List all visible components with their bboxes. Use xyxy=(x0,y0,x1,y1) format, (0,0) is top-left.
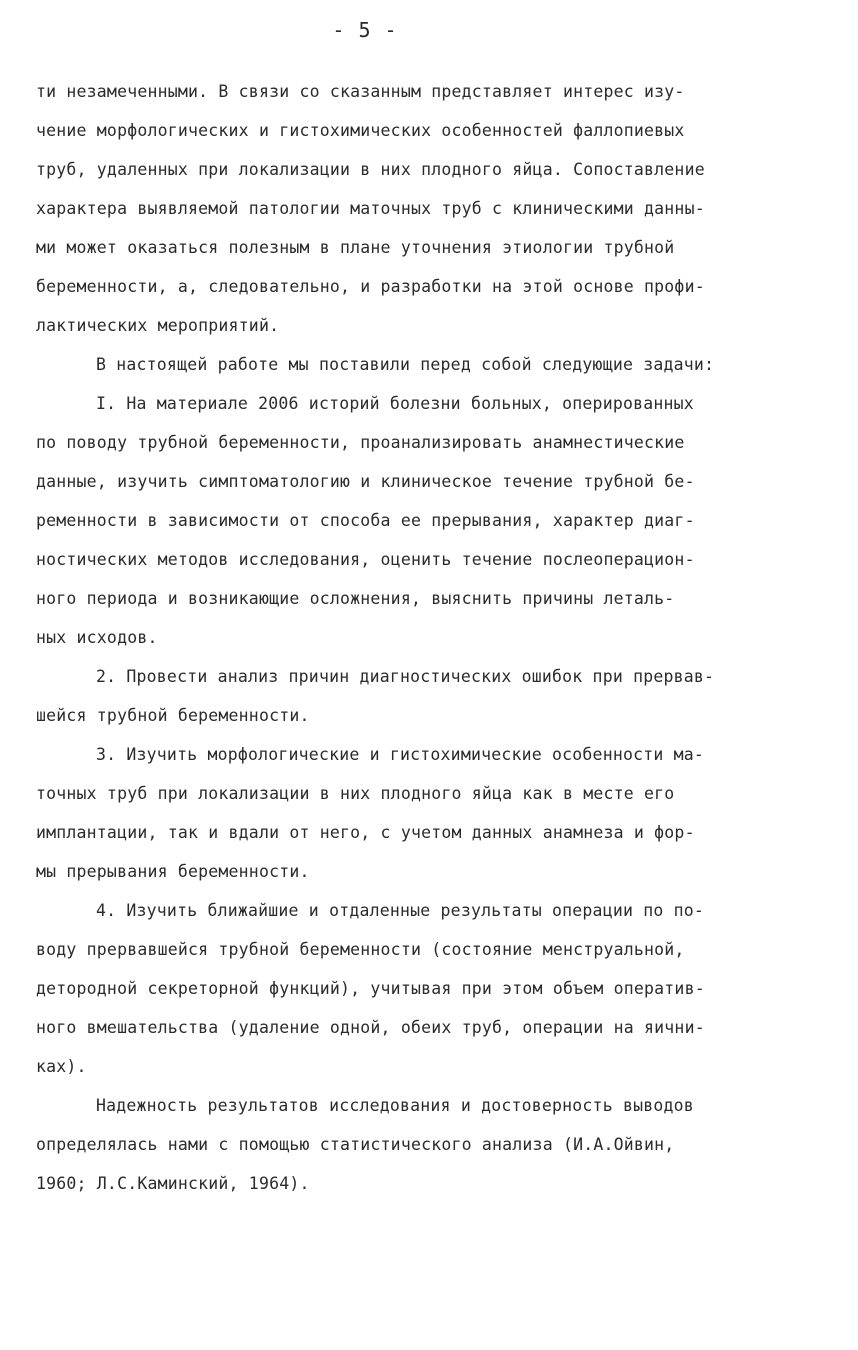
text-line: характера выявляемой патологии маточных труб с клиническими данны- xyxy=(36,199,705,218)
text-line: В настоящей работе мы поставили перед собой следующие задачи: xyxy=(96,355,715,374)
body-text xyxy=(36,72,826,1203)
text-line: беременности, а, следовательно, и разработки на этой основе профи- xyxy=(36,277,705,296)
text-line: детородной секреторной функций), учитывая при этом объем оператив- xyxy=(36,979,705,998)
page-number: - 5 - xyxy=(332,18,398,42)
text-line: I. На материале 2006 историй болезни больных, оперированных xyxy=(96,394,694,413)
text-line: 4. Изучить ближайшие и отдаленные результаты операции по по- xyxy=(96,901,705,920)
text-line: ных исходов. xyxy=(36,628,158,647)
text-line: шейся трубной беременности. xyxy=(36,706,310,725)
text-line: по поводу трубной беременности, проанализировать анамнестические xyxy=(36,433,685,452)
text-line: 1960; Л.С.Каминский, 1964). xyxy=(36,1174,310,1193)
text-line: ного вмешательства (удаление одной, обеих труб, операции на яични- xyxy=(36,1018,705,1037)
text-line: чение морфологических и гистохимических особенностей фаллопиевых xyxy=(36,121,685,140)
text-line: 2. Провести анализ причин диагностических ошибок при прервав- xyxy=(96,667,715,686)
text-line: ти незамеченными. В связи со сказанным представляет интерес изу- xyxy=(36,82,685,101)
text-line: ми может оказаться полезным в плане уточнения этиологии трубной xyxy=(36,238,675,257)
text-line: ного периода и возникающие осложнения, выяснить причины леталь- xyxy=(36,589,675,608)
text-line: данные, изучить симптоматологию и клиническое течение трубной бе- xyxy=(36,472,695,491)
text-line: воду прервавшейся трубной беременности (состояние менструальной, xyxy=(36,940,685,959)
text-line: ременности в зависимости от способа ее прерывания, характер диаг- xyxy=(36,511,695,530)
text-line: 3. Изучить морфологические и гистохимические особенности ма- xyxy=(96,745,705,764)
text-line: имплантации, так и вдали от него, с учетом данных анамнеза и фор- xyxy=(36,823,695,842)
text-line: ках). xyxy=(36,1057,87,1076)
text-line: точных труб при локализации в них плодного яйца как в месте его xyxy=(36,784,675,803)
text-line: лактических мероприятий. xyxy=(36,316,280,335)
text-line: определялась нами с помощью статистического анализа (И.А.Ойвин, xyxy=(36,1135,675,1154)
text-line: труб, удаленных при локализации в них плодного яйца. Сопоставление xyxy=(36,160,705,179)
text-line: ностических методов исследования, оценить течение послеоперацион- xyxy=(36,550,695,569)
text-line: Надежность результатов исследования и достоверность выводов xyxy=(96,1096,694,1115)
text-line: мы прерывания беременности. xyxy=(36,862,310,881)
